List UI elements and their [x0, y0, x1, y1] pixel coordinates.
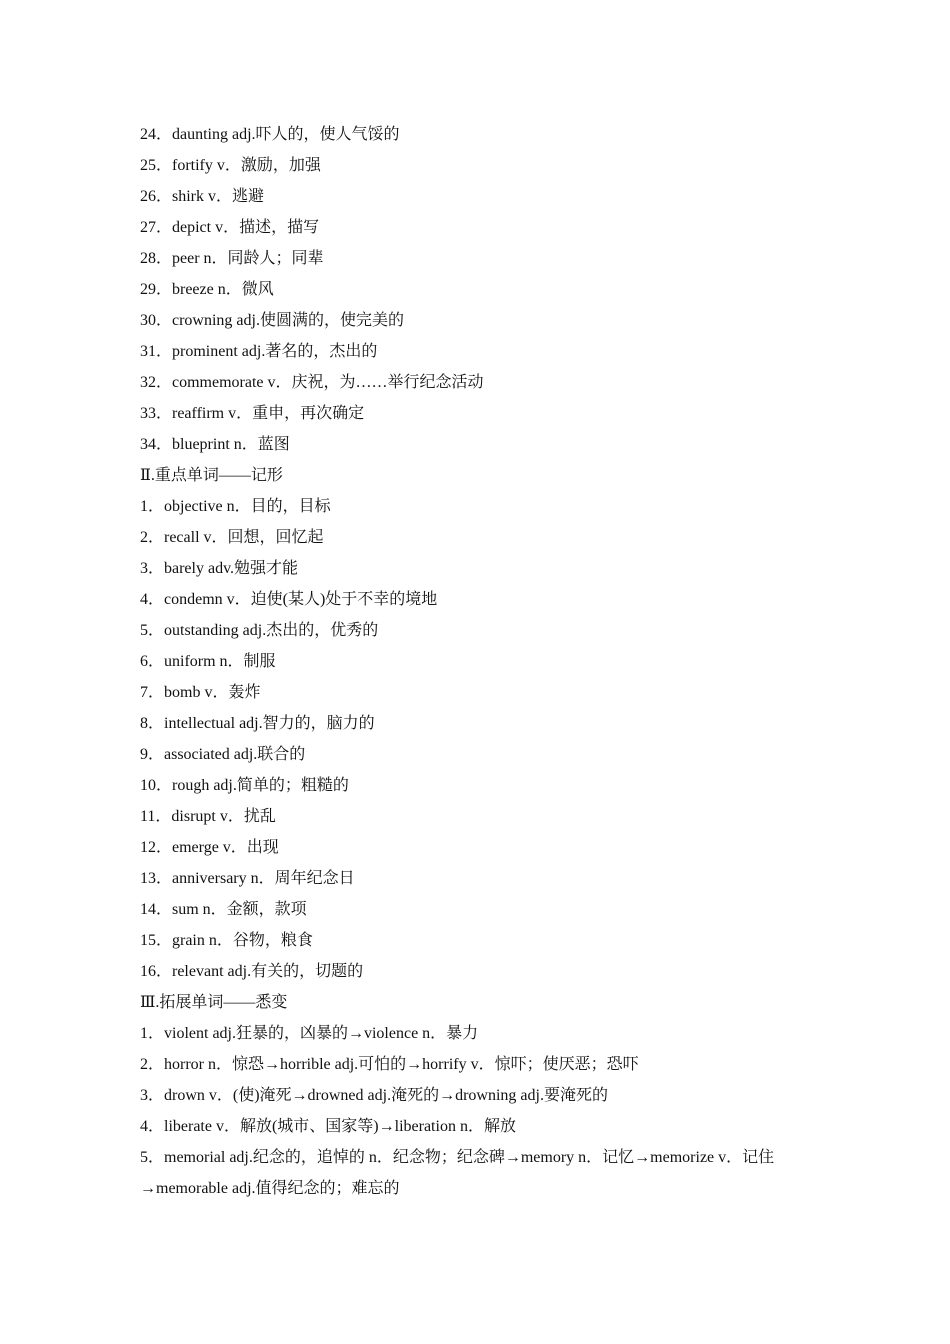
list-item: 15．grain n．谷物，粮食 [140, 932, 313, 949]
section-heading-key-words: Ⅱ.重点单词——记形 [140, 467, 283, 484]
list-item: 9．associated adj.联合的 [140, 746, 306, 763]
list-item: 3．barely adv.勉强才能 [140, 560, 299, 577]
list-item: 28．peer n．同龄人；同辈 [140, 250, 324, 267]
vocabulary-page [140, 119, 820, 1204]
list-item: 14．sum n．金额，款项 [140, 901, 307, 918]
list-item: 25．fortify v．激励，加强 [140, 157, 321, 174]
list-item: 24．daunting adj.吓人的，使人气馁的 [140, 126, 400, 143]
list-item: 10．rough adj.简单的；粗糙的 [140, 777, 349, 794]
list-item: 13．anniversary n．周年纪念日 [140, 870, 355, 887]
list-item: 34．blueprint n．蓝图 [140, 436, 290, 453]
list-item: 2．recall v．回想，回忆起 [140, 529, 324, 546]
list-item: 33．reaffirm v．重申，再次确定 [140, 405, 365, 422]
list-item: 11．disrupt v．扰乱 [140, 808, 276, 825]
list-item: 31．prominent adj.著名的，杰出的 [140, 343, 378, 360]
list-item: 8．intellectual adj.智力的，脑力的 [140, 715, 375, 732]
section-extended-words [140, 1018, 820, 1204]
list-item: 3．drown v．(使)淹死→drowned adj.淹死的→drowning adj.要淹死的 [140, 1087, 608, 1104]
list-item: 5．memorial adj.纪念的，追悼的 n．纪念物；纪念碑→memory n．记忆→memorize v．记住→memorable adj.值得纪念的；难忘的 [140, 1149, 775, 1197]
list-item: 1．violent adj.狂暴的，凶暴的→violence n．暴力 [140, 1025, 479, 1042]
list-item: 6．uniform n．制服 [140, 653, 276, 670]
list-item: 26．shirk v．逃避 [140, 188, 265, 205]
list-item: 27．depict v．描述，描写 [140, 219, 320, 236]
list-item: 16．relevant adj.有关的，切题的 [140, 963, 364, 980]
list-item: 4．condemn v．迫使(某人)处于不幸的境地 [140, 591, 438, 608]
list-item: 12．emerge v．出现 [140, 839, 279, 856]
list-item: 7．bomb v．轰炸 [140, 684, 261, 701]
section-key-words [140, 491, 820, 987]
section-heading-extended-words: Ⅲ.拓展单词——悉变 [140, 994, 288, 1011]
list-item: 29．breeze n．微风 [140, 281, 274, 298]
list-item: 30．crowning adj.使圆满的，使完美的 [140, 312, 404, 329]
list-item: 5．outstanding adj.杰出的，优秀的 [140, 622, 379, 639]
list-item: 2．horror n．惊恐→horrible adj.可怕的→horrify v．惊吓；使厌恶；恐吓 [140, 1056, 639, 1073]
list-item: 32．commemorate v．庆祝，为……举行纪念活动 [140, 374, 484, 391]
list-item: 4．liberate v．解放(城市、国家等)→liberation n．解放 [140, 1118, 516, 1135]
section-words-continued [140, 119, 820, 460]
list-item: 1．objective n．目的，目标 [140, 498, 331, 515]
